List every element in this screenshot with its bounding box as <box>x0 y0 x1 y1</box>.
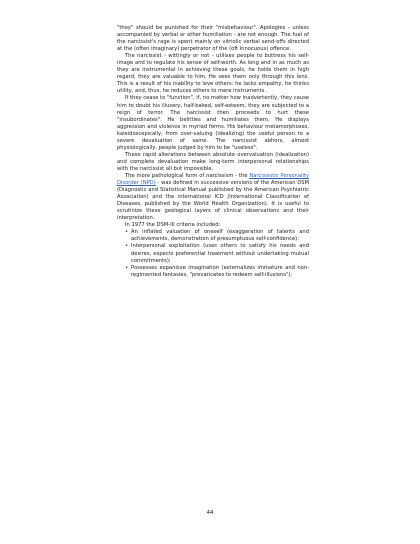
paragraph-npd-definition <box>117 173 309 222</box>
list-item <box>125 229 309 243</box>
paragraph-punishment: "they" should be punished for their "misbehaviour". Apologies - unless accompanied by verbal or other humiliation - are not enough. The fuel of the narcissist's rage is spent mainly on vitriolic verbal send-offs directed at the (often imaginary) perpetrator of the (oft innocuous) offence. <box>117 25 309 53</box>
list-item <box>125 265 309 279</box>
bullet-icon: • <box>125 243 129 250</box>
list-item <box>125 243 309 264</box>
paragraph-dsm-iii-intro: In 1977 the DSM-III criteria included: <box>125 222 221 229</box>
criterion-text: Possesses expansive imagination (externalizes immature and non-regimented fantasies, "prevaricates to redeem self-illusions"); <box>131 264 309 278</box>
npd-link[interactable]: Narcissistic Personality Disorder (NPD) <box>117 172 309 187</box>
criterion-text: An inflated valuation of oneself (exaggeration of talents and achievements, demonstration of presumptuous self-confidence); <box>131 229 309 243</box>
npd-text-before: The more pathological form of narcissism - the <box>125 172 250 179</box>
document-body <box>117 25 309 279</box>
paragraph-utilises-people: The narcissist - wittingly or not - utilises people to buttress his self-image and to regulate his sense of self-worth. As long and in as much as they are instrumental in achieving these goals, he holds them in high regard, they are valuable to him. He sees them only through this lens. This is a result of his inability to love others: he lacks empathy, he thinks utility, and, thus, he reduces others to mere instruments. <box>117 53 309 95</box>
paragraph-alterations: These rapid alterations between absolute overvaluation (idealization) and complete devaluation make long-term interpersonal relationships with the narcissist all but impossible. <box>117 151 309 172</box>
criteria-list <box>117 229 309 278</box>
npd-text-after: - was defined in successive versions of the American DSM (Diagnostic and Statistical Manual published by the American Psychiatric Association) and the international ICD (International Classification of Diseases, published by the World Health Organization). It is useful to scrutinize these geological layers of clinical observations and their interpretation. <box>117 180 310 222</box>
bullet-icon: • <box>125 229 129 236</box>
criterion-text: Interpersonal exploitation (uses others to satisfy his needs and desires, expects preferential treatment without undertaking mutual commitments); <box>131 243 309 264</box>
paragraph-reign-of-terror: If they cease to "function", if, no matter how inadvertently, they cause him to doubt his illusory, half-baked, self-esteem, they are subjected to a reign of terror. The narcissist then proceeds to hurt these "insubordinates". He belittles and humiliates them. He displays aggression and violence in myriad forms. His behaviour metamorphoses, kaleidoscopically, from over-valuing (idealizing) the useful person to a severe devaluation of same. The narcissist abhors, almost physiologically, people judged by him to be "useless". <box>117 95 309 151</box>
bullet-icon: • <box>125 264 129 271</box>
page-number: 44 <box>206 510 214 516</box>
